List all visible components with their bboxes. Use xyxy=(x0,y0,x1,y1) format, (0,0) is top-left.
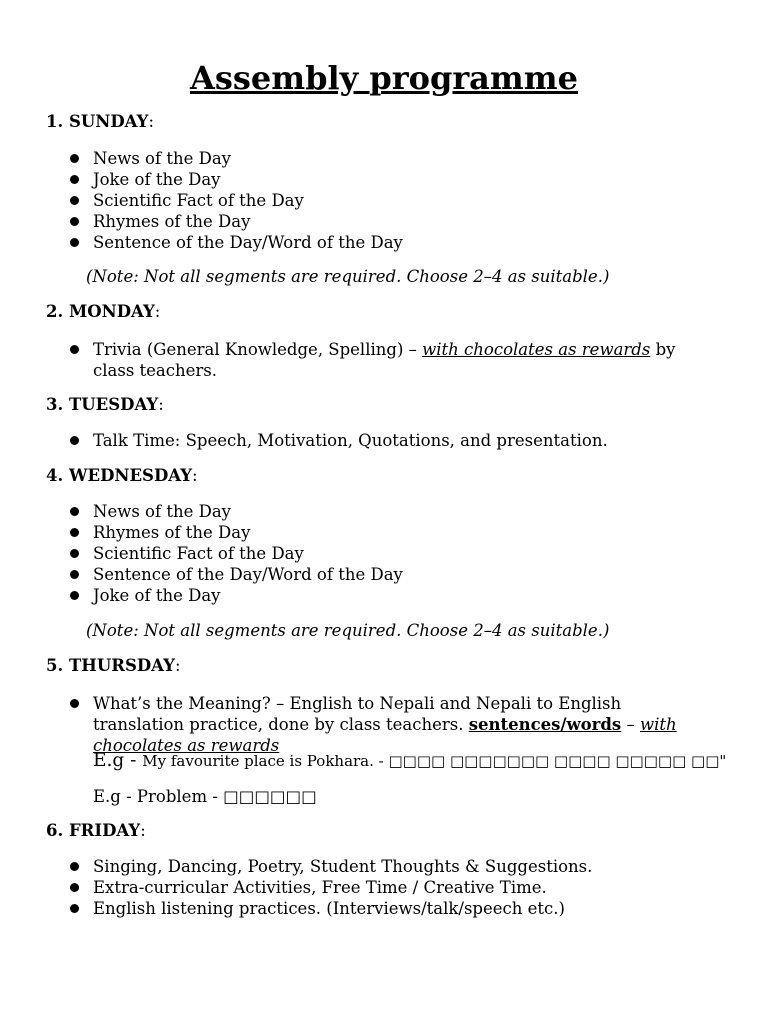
bullet-icon xyxy=(70,591,79,600)
bullet-icon xyxy=(70,217,79,226)
list-item: Trivia (General Knowledge, Spelling) – with chocolates as rewards by class teachers. xyxy=(0,339,713,381)
sunday-note: (Note: Not all segments are required. Choose 2–4 as suitable.) xyxy=(86,267,610,286)
wednesday-note: (Note: Not all segments are required. Choose 2–4 as suitable.) xyxy=(86,621,610,640)
list-item: Scientific Fact of the Day xyxy=(0,190,713,211)
day-heading-sunday: 1. SUNDAY: xyxy=(46,112,154,131)
list-item: Sentence of the Day/Word of the Day xyxy=(0,564,713,585)
list-item: News of the Day xyxy=(0,501,713,522)
thursday-example-1: E.g - My favourite place is Pokhara. - □□□□ □□□□□□□ □□□□ □□□□□ □□" xyxy=(93,750,727,771)
bullet-icon xyxy=(70,883,79,892)
list-item: Sentence of the Day/Word of the Day xyxy=(0,232,713,253)
bullet-icon xyxy=(70,528,79,537)
bullet-icon xyxy=(70,238,79,247)
bullet-icon xyxy=(70,345,79,354)
list-item: English listening practices. (Interviews/talk/speech etc.) xyxy=(0,898,713,919)
list-item: Scientific Fact of the Day xyxy=(0,543,713,564)
day-heading-monday: 2. MONDAY: xyxy=(46,302,161,321)
bullet-icon xyxy=(70,154,79,163)
list-item: Joke of the Day xyxy=(0,585,713,606)
day-heading-friday: 6. FRIDAY: xyxy=(46,821,146,840)
bullet-icon xyxy=(70,570,79,579)
monday-list xyxy=(0,339,713,381)
list-item: What’s the Meaning? – English to Nepali and Nepali to English translation practice, done by class teachers. sentences/words – with chocolates as rewards xyxy=(0,693,713,756)
list-item: Joke of the Day xyxy=(0,169,713,190)
bullet-icon xyxy=(70,699,79,708)
page-title: Assembly programme xyxy=(190,59,578,97)
list-item: News of the Day xyxy=(0,148,713,169)
thursday-list xyxy=(0,693,713,756)
thursday-example-2: E.g - Problem - □□□□□□ xyxy=(93,787,317,806)
tuesday-list xyxy=(0,430,713,451)
sunday-list xyxy=(0,148,713,253)
bullet-icon xyxy=(70,862,79,871)
wednesday-list xyxy=(0,501,713,606)
list-item: Extra-curricular Activities, Free Time / Creative Time. xyxy=(0,877,713,898)
day-heading-thursday: 5. THURSDAY: xyxy=(46,656,181,675)
bullet-icon xyxy=(70,549,79,558)
bullet-icon xyxy=(70,436,79,445)
friday-list xyxy=(0,856,713,919)
bullet-icon xyxy=(70,175,79,184)
bullet-icon xyxy=(70,507,79,516)
list-item: Rhymes of the Day xyxy=(0,522,713,543)
list-item: Rhymes of the Day xyxy=(0,211,713,232)
list-item: Talk Time: Speech, Motivation, Quotations, and presentation. xyxy=(0,430,713,451)
bullet-icon xyxy=(70,196,79,205)
list-item: Singing, Dancing, Poetry, Student Thoughts & Suggestions. xyxy=(0,856,713,877)
day-heading-wednesday: 4. WEDNESDAY: xyxy=(46,466,198,485)
bullet-icon xyxy=(70,904,79,913)
day-heading-tuesday: 3. TUESDAY: xyxy=(46,395,164,414)
